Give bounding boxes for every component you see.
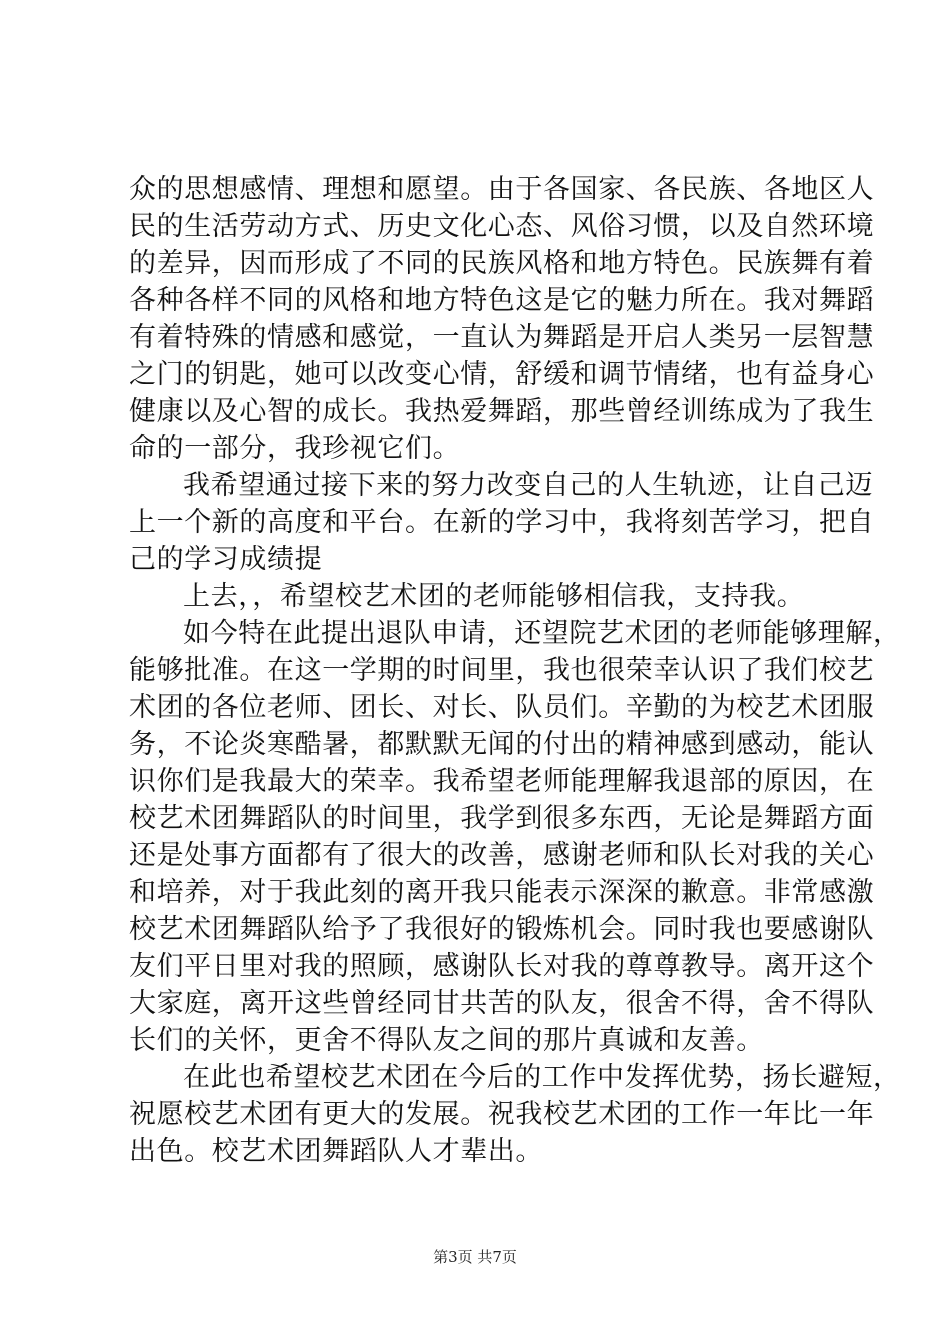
body-text-line: 我希望通过接下来的努力改变自己的人生轨迹，让自己迈 [183,470,873,501]
body-text-line: 如今特在此提出退队申请，还望院艺术团的老师能够理解， [183,618,901,649]
body-text-line: 之门的钥匙，她可以改变心情，舒缓和调节情绪，也有益身心 [129,359,875,390]
page-number-footer: 第3页 共7页 [433,1248,517,1266]
body-text-line: 上去，，希望校艺术团的老师能够相信我，支持我。 [183,581,805,612]
body-text-line: 众的思想感情、理想和愿望。由于各国家、各民族、各地区人 [129,174,875,205]
body-text-line: 有着特殊的情感和感觉，一直认为舞蹈是开启人类另一层智慧 [129,322,875,353]
body-text-line: 出色。校艺术团舞蹈队人才辈出。 [129,1136,543,1167]
body-text-line: 还是处事方面都有了很大的改善，感谢老师和队长对我的关心 [129,840,875,871]
body-text-line: 和培养，对于我此刻的离开我只能表示深深的歉意。非常感激 [129,877,875,908]
body-text-line: 长们的关怀，更舍不得队友之间的那片真诚和友善。 [129,1025,764,1056]
body-text-line: 识你们是我最大的荣幸。我希望老师能理解我退部的原因，在 [129,766,875,797]
body-text-line: 的差异，因而形成了不同的民族风格和地方特色。民族舞有着 [129,248,875,279]
body-text-line: 能够批准。在这一学期的时间里，我也很荣幸认识了我们校艺 [129,655,875,686]
body-text-line: 民的生活劳动方式、历史文化心态、风俗习惯，以及自然环境 [129,211,875,242]
body-text-line: 各种各样不同的风格和地方特色这是它的魅力所在。我对舞蹈 [129,285,875,316]
body-text-line: 务，不论炎寒酷暑，都默默无闻的付出的精神感到感动，能认 [129,729,875,760]
body-text-line: 友们平日里对我的照顾，感谢队长对我的尊尊教导。离开这个 [129,951,875,982]
body-text-line: 校艺术团舞蹈队的时间里，我学到很多东西，无论是舞蹈方面 [129,803,875,834]
body-text-line: 健康以及心智的成长。我热爱舞蹈，那些曾经训练成为了我生 [129,396,875,427]
body-text-line: 大家庭，离开这些曾经同甘共苦的队友，很舍不得，舍不得队 [129,988,875,1019]
body-text-line: 上一个新的高度和平台。在新的学习中，我将刻苦学习，把自 [129,507,875,538]
body-text-line: 在此也希望校艺术团在今后的工作中发挥优势，扬长避短， [183,1062,901,1093]
body-text-line: 己的学习成绩提 [129,544,323,575]
body-text-line: 校艺术团舞蹈队给予了我很好的锻炼机会。同时我也要感谢队 [129,914,875,945]
body-text-line: 祝愿校艺术团有更大的发展。祝我校艺术团的工作一年比一年 [129,1099,875,1130]
body-text-line: 术团的各位老师、团长、对长、队员们。辛勤的为校艺术团服 [129,692,875,723]
body-text-line: 命的一部分，我珍视它们。 [129,433,461,464]
